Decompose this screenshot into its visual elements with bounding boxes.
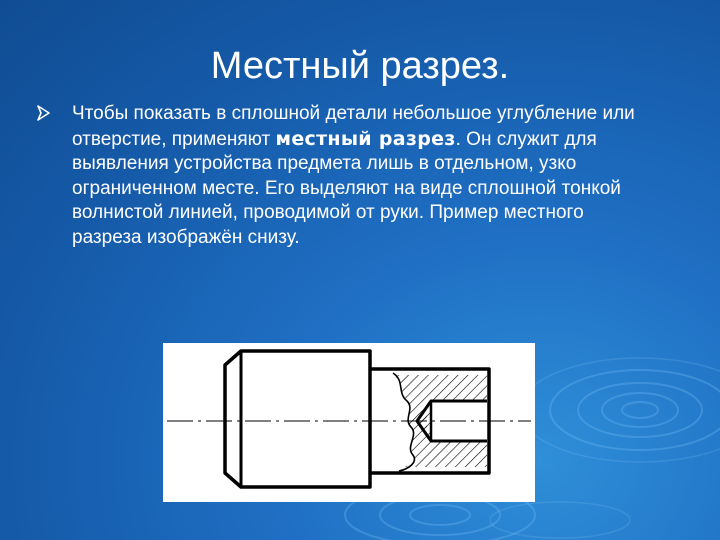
- body-paragraph: [72, 102, 652, 250]
- local-section-drawing: [163, 343, 535, 502]
- large-cylinder-outline: [225, 351, 370, 487]
- arrowhead-bullet-icon: [34, 104, 52, 122]
- emphasized-term: местный разрез: [275, 127, 456, 150]
- paragraph-rest: . Он служит для выявления устройства предмета лишь в отдельном, узко ограниченном месте. Его выделяют на виде сплошной тонкой волнистой линией, проводимой от руки. Пример местного разреза изображён снизу.: [72, 128, 621, 248]
- slide-title: Местный разрез.: [210, 45, 510, 87]
- paragraph-intro: Чтобы показать в сплошной детали небольшое углубление или отверстие, применяют: [72, 103, 635, 150]
